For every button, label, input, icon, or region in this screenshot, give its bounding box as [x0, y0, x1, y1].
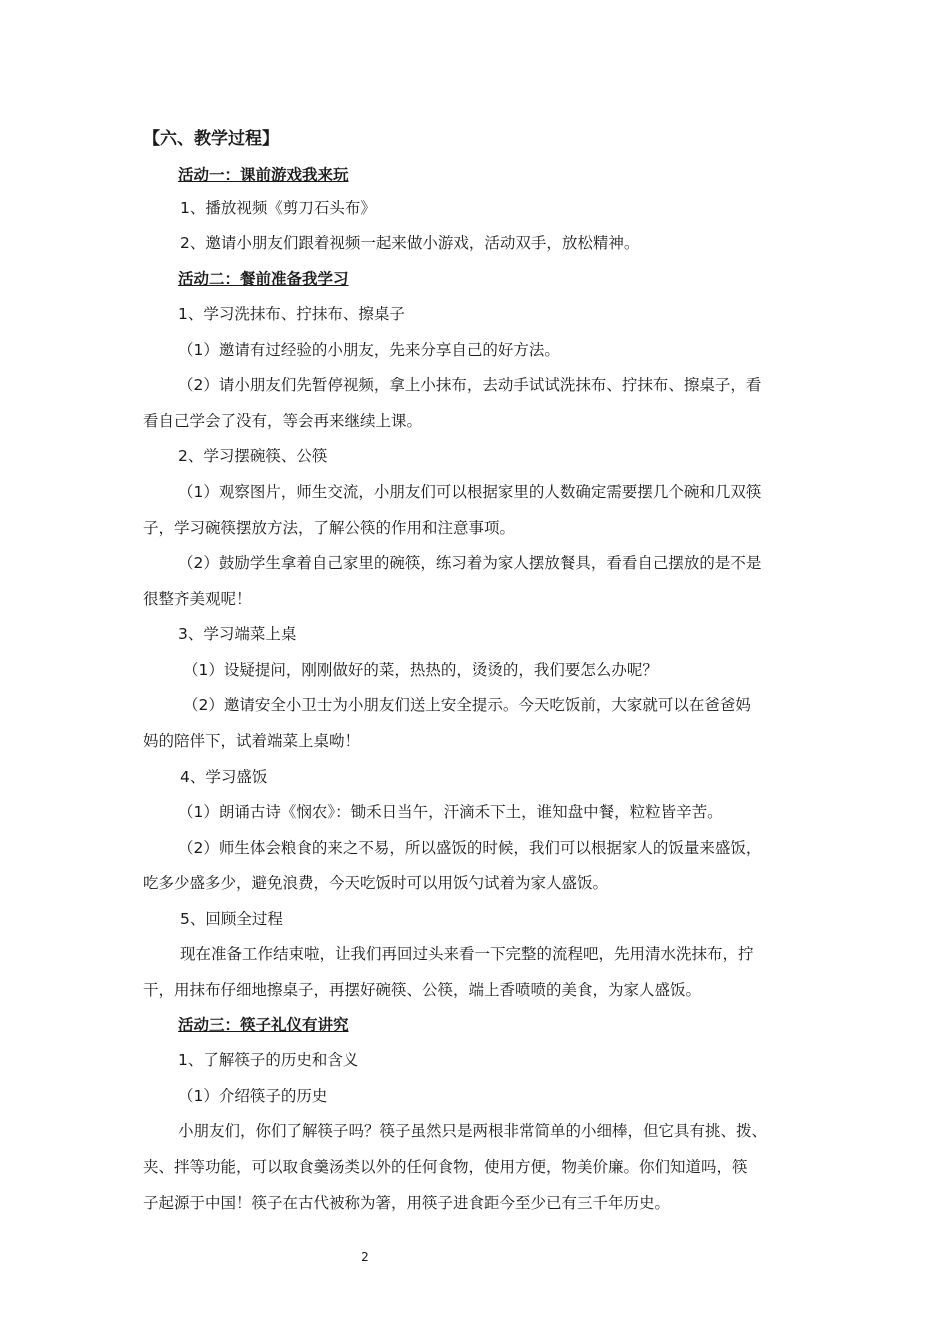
activity3-paragraph-a: 小朋友们，你们了解筷子吗？筷子虽然只是两根非常简单的小细棒，但它具有挑、拨、	[178, 1122, 768, 1140]
activity2-step5-b: 干，用抹布仔细地擦桌子，再摆好碗筷、公筷，端上香喷喷的美食，为家人盛饭。	[143, 981, 702, 999]
activity2-step5: 5、回顾全过程	[180, 910, 283, 928]
activity1-title: 活动一：课前游戏我来玩	[178, 166, 349, 184]
activity2-title: 活动二：餐前准备我学习	[178, 270, 349, 288]
activity2-step1-1: （1）邀请有过经验的小朋友，先来分享自己的好方法。	[178, 341, 560, 359]
activity2-step3: 3、学习端菜上桌	[178, 625, 297, 643]
activity3-paragraph-b: 夹、拌等功能，可以取食羹汤类以外的任何食物，使用方便，物美价廉。你们知道吗，筷	[143, 1158, 748, 1176]
activity2-step4: 4、学习盛饭	[180, 768, 268, 786]
activity3-title: 活动三：筷子礼仪有讲究	[178, 1016, 349, 1034]
activity3-step1: 1、了解筷子的历史和含义	[178, 1051, 359, 1069]
page-number: 2	[361, 1250, 369, 1264]
activity2-step3-2b: 妈的陪伴下，试着端菜上桌呦！	[143, 732, 361, 750]
section-heading: 【六、教学过程】	[143, 129, 279, 149]
activity3-step1-1: （1）介绍筷子的历史	[178, 1087, 328, 1105]
activity2-step2: 2、学习摆碗筷、公筷	[178, 447, 328, 465]
activity2-step3-2a: （2）邀请安全小卫士为小朋友们送上安全提示。今天吃饭前，大家就可以在爸爸妈	[183, 696, 751, 714]
activity1-item1: 1、播放视频《剪刀石头布》	[180, 199, 376, 217]
activity2-step1: 1、学习洗抹布、拧抹布、擦桌子	[178, 305, 405, 323]
activity2-step2-1b: 子，学习碗筷摆放方法，了解公筷的作用和注意事项。	[143, 519, 516, 537]
activity2-step4-2b: 吃多少盛多少，避免浪费，今天吃饭时可以用饭勺试着为家人盛饭。	[143, 874, 609, 892]
activity3-paragraph-c: 子起源于中国！筷子在古代被称为箸，用筷子进食距今至少已有三千年历史。	[143, 1194, 671, 1212]
activity2-step1-2b: 看自己学会了没有，等会再来继续上课。	[143, 412, 423, 430]
activity2-step2-2b: 很整齐美观呢！	[143, 590, 252, 608]
activity2-step2-1a: （1）观察图片，师生交流，小朋友们可以根据家里的人数确定需要摆几个碗和几双筷	[178, 483, 762, 501]
activity2-step1-2a: （2）请小朋友们先暂停视频，拿上小抹布，去动手试试洗抹布、拧抹布、擦桌子，看	[178, 376, 762, 394]
activity2-step5-a: 现在准备工作结束啦，让我们再回过头来看一下完整的流程吧，先用清水洗抹布，拧	[180, 945, 754, 963]
activity2-step4-2a: （2）师生体会粮食的来之不易，所以盛饭的时候，我们可以根据家人的饭量来盛饭，	[178, 839, 762, 857]
activity2-step2-2a: （2）鼓励学生拿着自己家里的碗筷，练习着为家人摆放餐具，看看自己摆放的是不是	[178, 554, 762, 572]
activity2-step4-1: （1）朗诵古诗《悯农》：锄禾日当午，汗滴禾下土，谁知盘中餐，粒粒皆辛苦。	[178, 803, 723, 821]
activity2-step3-1: （1）设疑提问，刚刚做好的菜，热热的，烫烫的，我们要怎么办呢？	[183, 661, 658, 679]
activity1-item2: 2、邀请小朋友们跟着视频一起来做小游戏，活动双手，放松精神。	[180, 234, 640, 252]
